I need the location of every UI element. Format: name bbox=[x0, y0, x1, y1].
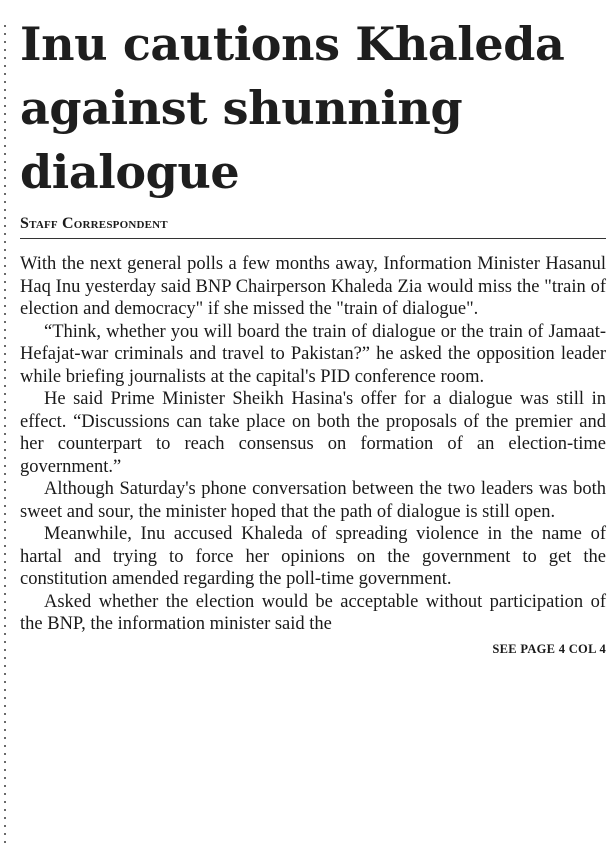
dotted-column-rule bbox=[4, 22, 6, 846]
paragraph: Meanwhile, Inu accused Khaleda of spreading violence in the name of hartal and trying to force her opinions on the government to get the constitution amended regarding the poll-time government. bbox=[20, 524, 606, 589]
headline: Inu cautions Khaleda against shunning dialogue bbox=[20, 17, 565, 199]
paragraph: He said Prime Minister Sheikh Hasina's offer for a dialogue was still in effect. “Discussions can take place on both the proposals of the premier and her counterpart to reach consensus on formation of an election-time government.” bbox=[20, 389, 606, 477]
continuation-line: SEE PAGE 4 COL 4 bbox=[492, 641, 606, 656]
paragraph: Asked whether the election would be acceptable without participation of the BNP, the information minister said the bbox=[20, 591, 606, 634]
byline: Staff Correspondent bbox=[20, 214, 606, 239]
paragraph: With the next general polls a few months away, Information Minister Hasanul Haq Inu yesterday said BNP Chairperson Khaleda Zia would miss the "train of election and democracy" if she missed the "train of dialogue". bbox=[20, 254, 606, 319]
paragraph: “Think, whether you will board the train of dialogue or the train of Jamaat-Hefajat-war criminals and travel to Pakistan?” he asked the opposition leader while briefing journalists at the capital's PID conference room. bbox=[20, 321, 606, 387]
news-article bbox=[20, 12, 606, 657]
paragraph: Although Saturday's phone conversation between the two leaders was both sweet and sour, the minister hoped that the path of dialogue is still open. bbox=[20, 479, 606, 522]
article-body bbox=[20, 253, 606, 636]
